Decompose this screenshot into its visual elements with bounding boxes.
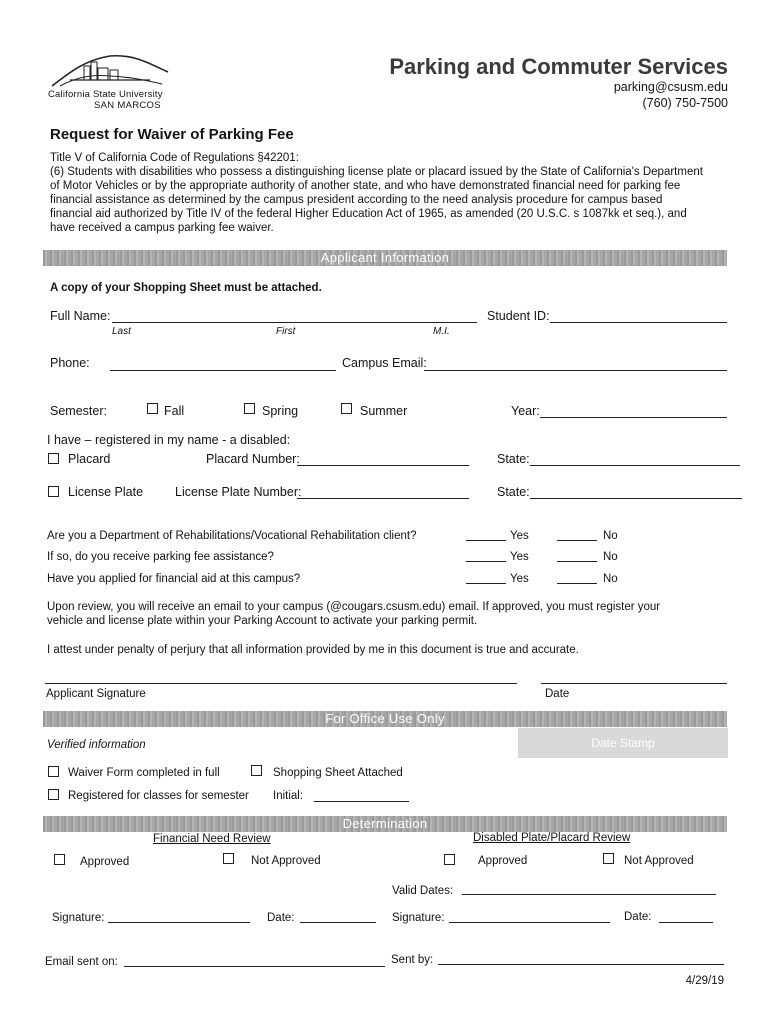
financial-need-review-title: Financial Need Review <box>153 833 271 845</box>
q2-yes-field[interactable] <box>466 561 506 562</box>
rehab-client-question: Are you a Department of Rehabilitations/Vocational Rehabilitation client? <box>47 530 417 542</box>
financial-approved-checkbox[interactable] <box>54 854 65 865</box>
shopping-sheet-note: A copy of your Shopping Sheet must be attached. <box>50 282 322 294</box>
review-line: vehicle and license plate within your Parking Account to activate your parking permit. <box>47 615 478 627</box>
yes-label: Yes <box>510 530 529 542</box>
verified-information-label: Verified information <box>47 739 146 751</box>
fall-label: Fall <box>164 404 185 418</box>
license-state-label: State: <box>497 485 530 499</box>
financial-approved-label: Approved <box>80 856 130 868</box>
applicant-section-header: Applicant Information <box>43 250 727 266</box>
phone-field[interactable] <box>110 370 336 371</box>
form-title: Request for Waiver of Parking Fee <box>50 126 294 143</box>
q1-no-field[interactable] <box>557 540 597 541</box>
fall-checkbox[interactable] <box>147 403 158 414</box>
financial-signature-label: Signature: <box>52 912 105 924</box>
applicant-date-label: Date <box>545 688 570 700</box>
disabled-not-approved-label: Not Approved <box>624 855 694 867</box>
spring-label: Spring <box>262 404 299 418</box>
spring-checkbox[interactable] <box>244 403 255 414</box>
no-label: No <box>603 573 618 585</box>
university-name-line1: California State University <box>48 89 163 100</box>
valid-dates-field[interactable] <box>462 894 716 895</box>
shopping-sheet-checkbox[interactable] <box>251 765 262 776</box>
financial-date-field[interactable] <box>300 922 376 923</box>
registered-classes-checkbox[interactable] <box>48 789 59 800</box>
no-label: No <box>603 551 618 563</box>
placard-number-field[interactable] <box>297 465 469 466</box>
attestation-text: I attest under penalty of perjury that all information provided by me in this document is true and accurate. <box>47 644 579 656</box>
registered-classes-label: Registered for classes for semester <box>68 790 249 802</box>
shopping-sheet-label: Shopping Sheet Attached <box>273 767 403 779</box>
department-title: Parking and Commuter Services <box>389 54 728 79</box>
disabled-date-label: Date: <box>624 911 652 923</box>
intro-line: Title V of California Code of Regulations §42201: <box>50 152 299 164</box>
placard-label: Placard <box>68 452 111 466</box>
disabled-date-field[interactable] <box>659 922 713 923</box>
q3-yes-field[interactable] <box>466 583 506 584</box>
department-email: parking@csusm.edu <box>613 80 728 94</box>
q2-no-field[interactable] <box>557 561 597 562</box>
valid-dates-label: Valid Dates: <box>392 885 454 897</box>
intro-line: financial aid authorized by Title IV of the federal Higher Education Act of 1965, as amended (20 U.S.C. s 1087kk et seq.), and <box>50 208 687 220</box>
license-state-field[interactable] <box>530 498 742 499</box>
placard-checkbox[interactable] <box>48 453 59 464</box>
initial-field[interactable] <box>314 801 409 802</box>
q1-yes-field[interactable] <box>466 540 506 541</box>
q3-no-field[interactable] <box>557 583 597 584</box>
financial-date-label: Date: <box>267 912 295 924</box>
yes-label: Yes <box>510 551 529 563</box>
financial-aid-question: Have you applied for financial aid at this campus? <box>47 573 301 585</box>
applicant-signature-field[interactable] <box>45 683 517 684</box>
waiver-form-checkbox[interactable] <box>48 766 59 777</box>
full-name-label: Full Name: <box>50 309 111 323</box>
phone-label: Phone: <box>50 356 90 370</box>
applicant-date-field[interactable] <box>541 683 727 684</box>
intro-line: (6) Students with disabilities who possess a distinguishing license plate or placard issued by the State of California's Department <box>50 166 703 178</box>
campus-email-field[interactable] <box>424 370 727 371</box>
first-name-caption: First <box>276 326 296 337</box>
intro-text <box>50 151 730 235</box>
license-plate-number-label: License Plate Number: <box>175 485 302 499</box>
fee-assistance-question: If so, do you receive parking fee assistance? <box>47 551 274 563</box>
department-phone: (760) 750-7500 <box>642 96 728 110</box>
disabled-not-approved-checkbox[interactable] <box>603 853 614 864</box>
waiver-form-label: Waiver Form completed in full <box>68 767 220 779</box>
office-section-header: For Office Use Only <box>43 711 727 727</box>
semester-label: Semester: <box>50 404 107 418</box>
year-label: Year: <box>511 404 540 418</box>
placard-number-label: Placard Number: <box>206 452 300 466</box>
sent-by-field[interactable] <box>438 964 724 965</box>
date-stamp-box: Date Stamp <box>518 728 728 758</box>
intro-line: have received a campus parking fee waiver. <box>50 222 274 234</box>
student-id-field[interactable] <box>550 322 727 323</box>
intro-line: of Motor Vehicles or by the appropriate authority of another state, and who have demonstrated financial need for parking fee <box>50 180 681 192</box>
sent-by-label: Sent by: <box>391 954 434 966</box>
intro-line: financial assistance as determined by the campus president according to the need analysis procedure for campus based <box>50 194 663 206</box>
placard-state-field[interactable] <box>530 465 740 466</box>
disabled-signature-label: Signature: <box>392 912 445 924</box>
placard-state-label: State: <box>497 452 530 466</box>
summer-checkbox[interactable] <box>341 403 352 414</box>
disabled-signature-field[interactable] <box>449 922 610 923</box>
financial-signature-field[interactable] <box>108 922 250 923</box>
financial-not-approved-label: Not Approved <box>251 855 321 867</box>
last-name-caption: Last <box>112 326 131 337</box>
university-logo <box>50 50 170 92</box>
revision-date: 4/29/19 <box>685 975 724 987</box>
student-id-label: Student ID: <box>487 309 550 323</box>
applicant-signature-label: Applicant Signature <box>46 688 146 700</box>
summer-label: Summer <box>360 404 408 418</box>
review-line: Upon review, you will receive an email to your campus (@cougars.csusm.edu) email. If approved, you must register your <box>47 601 661 613</box>
campus-email-label: Campus Email: <box>342 356 427 370</box>
license-plate-number-field[interactable] <box>297 498 469 499</box>
initial-label: Initial: <box>273 790 304 802</box>
email-sent-label: Email sent on: <box>45 956 118 968</box>
review-notice <box>47 600 737 628</box>
disabled-placard-review-title: Disabled Plate/Placard Review <box>473 832 631 844</box>
registered-disabled-label: I have – registered in my name - a disabled: <box>47 433 291 447</box>
university-name-line2: SAN MARCOS <box>94 100 161 111</box>
disabled-approved-label: Approved <box>478 855 528 867</box>
financial-not-approved-checkbox[interactable] <box>223 853 234 864</box>
license-plate-label: License Plate <box>68 485 144 499</box>
year-field[interactable] <box>540 417 727 418</box>
email-sent-field[interactable] <box>124 966 385 967</box>
full-name-field[interactable] <box>112 322 477 323</box>
yes-label: Yes <box>510 573 529 585</box>
disabled-approved-checkbox[interactable] <box>444 854 455 865</box>
no-label: No <box>603 530 618 542</box>
license-plate-checkbox[interactable] <box>48 486 59 497</box>
middle-initial-caption: M.I. <box>433 326 450 337</box>
determination-section-header: Determination <box>43 816 727 832</box>
